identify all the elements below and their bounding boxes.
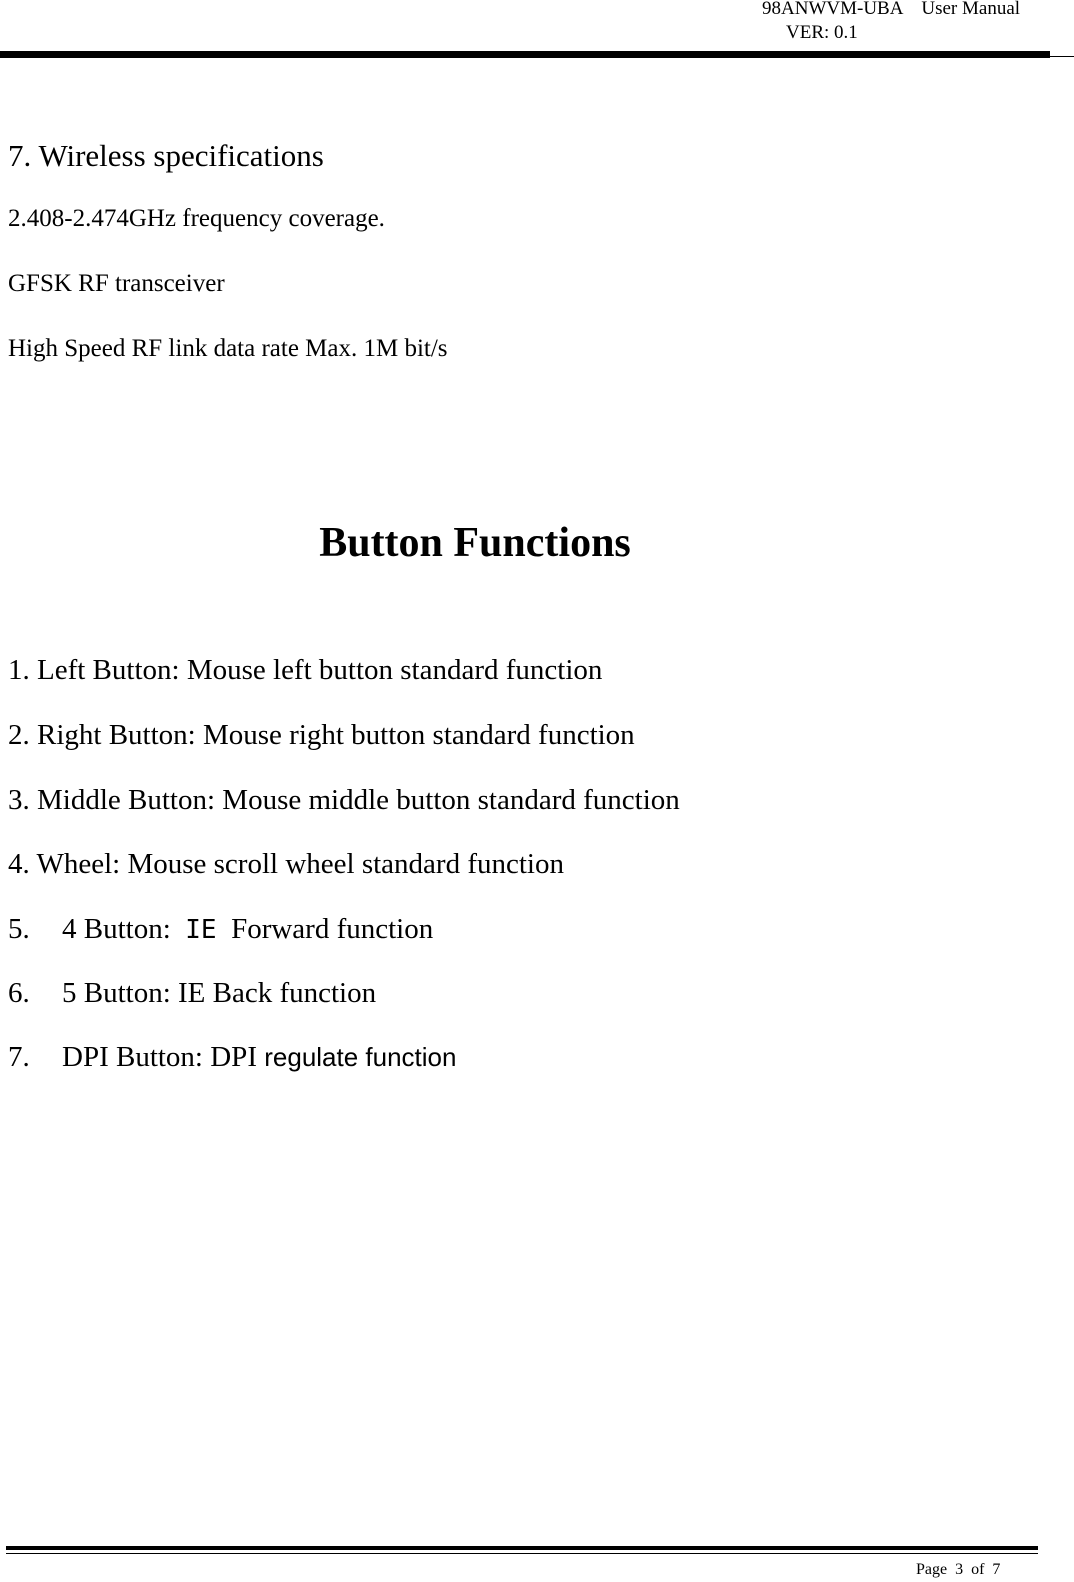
item-number: 6. [8, 977, 30, 1009]
header-rule [0, 51, 1050, 58]
page-title: Button Functions [319, 520, 631, 566]
item-label: 4 Button: [62, 913, 186, 945]
item-number: 7. [8, 1041, 30, 1073]
item-label-ie: IE [185, 915, 217, 945]
header-title: 98ANWVM-UBA User Manual [762, 0, 1021, 19]
page-number: Page 3 of 7 [916, 1561, 1001, 1578]
spec-line: High Speed RF link data rate Max. 1M bit/s [8, 335, 448, 362]
list-item [8, 1041, 456, 1074]
list-item [8, 977, 376, 1010]
item-number: 5. [8, 913, 30, 945]
item-description: regulate function [264, 1042, 457, 1072]
spec-line: 2.408-2.474GHz frequency coverage. [8, 205, 385, 232]
list-item: 2. Right Button: Mouse right button standard function [8, 719, 635, 751]
item-label: DPI Button: DPI [62, 1041, 265, 1073]
list-item: 4. Wheel: Mouse scroll wheel standard function [8, 848, 564, 880]
spec-line: GFSK RF transceiver [8, 270, 225, 297]
list-item: 1. Left Button: Mouse left button standard function [8, 654, 603, 686]
footer-rule-thin [6, 1553, 1038, 1554]
footer-rule [6, 1546, 1038, 1550]
header-rule-extension [1050, 56, 1074, 57]
header-version: VER: 0.1 [786, 22, 858, 43]
item-label: 5 Button: IE Back function [62, 977, 377, 1009]
item-description: Forward function [216, 913, 434, 945]
section-heading: 7. Wireless specifications [8, 138, 324, 173]
list-item [8, 913, 433, 946]
list-item: 3. Middle Button: Mouse middle button standard function [8, 784, 680, 816]
